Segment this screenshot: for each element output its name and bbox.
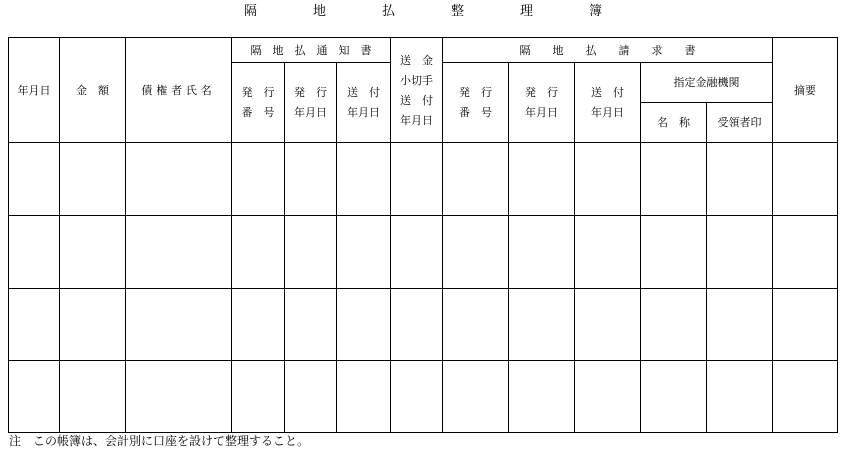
header-remarks <box>773 38 837 142</box>
title-char: 整 <box>451 4 465 19</box>
header-line: 年月日 <box>525 106 558 119</box>
header-remarks-label: 摘要 <box>794 83 816 97</box>
header-bank-group-label: 指定金融機関 <box>673 76 740 89</box>
header-notice-issue-no <box>232 63 284 142</box>
title-char: 簿 <box>589 4 603 19</box>
header-date <box>9 38 59 142</box>
header-request-issue-date <box>509 63 574 142</box>
header-date-label: 年月日 <box>17 83 51 97</box>
header-request-group <box>443 38 772 62</box>
header-creditor-label: 債権者氏名 <box>141 83 216 97</box>
title-char: 隔 <box>243 4 257 19</box>
header-bank-seal-label: 受領者印 <box>717 116 762 129</box>
header-bank-seal <box>707 103 772 142</box>
table-row <box>9 289 837 360</box>
header-notice-issue-date <box>285 63 336 142</box>
header-line: 年月日 <box>400 113 433 127</box>
header-line: 送 付 <box>347 86 380 99</box>
header-line: 送 金 <box>400 53 433 67</box>
header-line: 番 号 <box>241 106 275 119</box>
header-line: 送 付 <box>591 86 624 99</box>
header-line: 発 行 <box>525 86 558 99</box>
header-line: 小切手 <box>400 73 433 87</box>
header-line: 年月日 <box>591 106 624 119</box>
header-bank-name <box>641 103 706 142</box>
header-line: 送 付 <box>400 93 433 107</box>
title-char: 払 <box>381 4 395 19</box>
header-notice-group-label: 隔 地 払 通 知 書 <box>250 43 372 57</box>
header-notice-send-date <box>337 63 390 142</box>
table-row <box>9 216 837 288</box>
header-amount-label: 金 額 <box>76 83 109 97</box>
header-amount <box>60 38 125 142</box>
header-line: 発 行 <box>459 86 492 99</box>
title-char: 理 <box>520 4 534 19</box>
header-line: 年月日 <box>347 106 380 119</box>
header-creditor <box>126 38 231 142</box>
footnote: 注 この帳簿は、会計別に口座を設けて整理すること。 <box>9 434 310 448</box>
header-bank-name-label: 名 称 <box>657 116 690 129</box>
header-line: 番 号 <box>459 106 492 119</box>
header-check-send <box>391 38 442 142</box>
title-char: 地 <box>312 4 326 19</box>
header-request-send-date <box>575 63 640 142</box>
header-line: 発 行 <box>241 86 275 99</box>
rule-right <box>837 37 838 433</box>
table-row <box>9 361 837 432</box>
header-bank-group <box>641 63 772 102</box>
header-line: 年月日 <box>294 106 327 119</box>
header-request-group-label: 隔 地 払 請 求 書 <box>519 43 696 57</box>
header-request-issue-no <box>443 63 508 142</box>
header-line: 発 行 <box>294 86 327 99</box>
table-row <box>9 143 837 215</box>
header-notice-group <box>232 38 390 62</box>
